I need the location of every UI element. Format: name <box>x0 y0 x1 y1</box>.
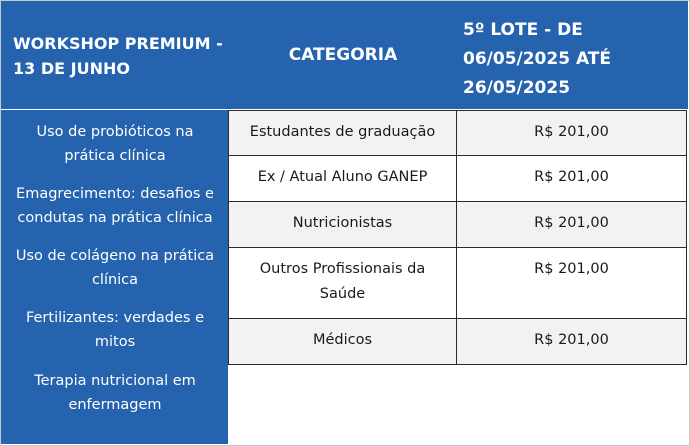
topic-item: Uso de probióticos na prática clínica <box>36 124 194 164</box>
category-cell: Ex / Atual Aluno GANEP <box>229 156 457 201</box>
table-row <box>228 318 687 365</box>
price-cell: R$ 201,00 <box>534 169 609 185</box>
table-row <box>228 110 687 156</box>
price-cell: R$ 201,00 <box>534 332 609 348</box>
category-cell: Estudantes de graduação <box>229 111 457 155</box>
category-cell: Nutricionistas <box>229 202 457 247</box>
table-row <box>228 247 687 319</box>
category-cell: Médicos <box>229 319 457 364</box>
workshop-title: WORKSHOP PREMIUM - 13 DE JUNHO <box>13 34 223 78</box>
topic-item: Uso de colágeno na prática clínica <box>15 248 215 288</box>
table-row <box>228 201 687 248</box>
topics-column <box>1 110 228 444</box>
table-header <box>1 1 688 109</box>
topic-item: Terapia nutricional em enfermagem <box>34 373 196 413</box>
price-cell: R$ 201,00 <box>534 124 609 140</box>
price-cell: R$ 201,00 <box>534 261 609 277</box>
table-row <box>228 155 687 202</box>
category-cell: Outros Profissionais da Saúde <box>229 248 457 318</box>
topic-item: Fertilizantes: verdades e mitos <box>25 310 205 350</box>
category-column-header: CATEGORIA <box>288 45 398 65</box>
topic-item: Emagrecimento: desafios e condutas na prática clínica <box>16 186 214 226</box>
lote-column-header: 5º LOTE - DE 06/05/2025 ATÉ 26/05/2025 <box>463 20 612 98</box>
price-cell: R$ 201,00 <box>534 215 609 231</box>
